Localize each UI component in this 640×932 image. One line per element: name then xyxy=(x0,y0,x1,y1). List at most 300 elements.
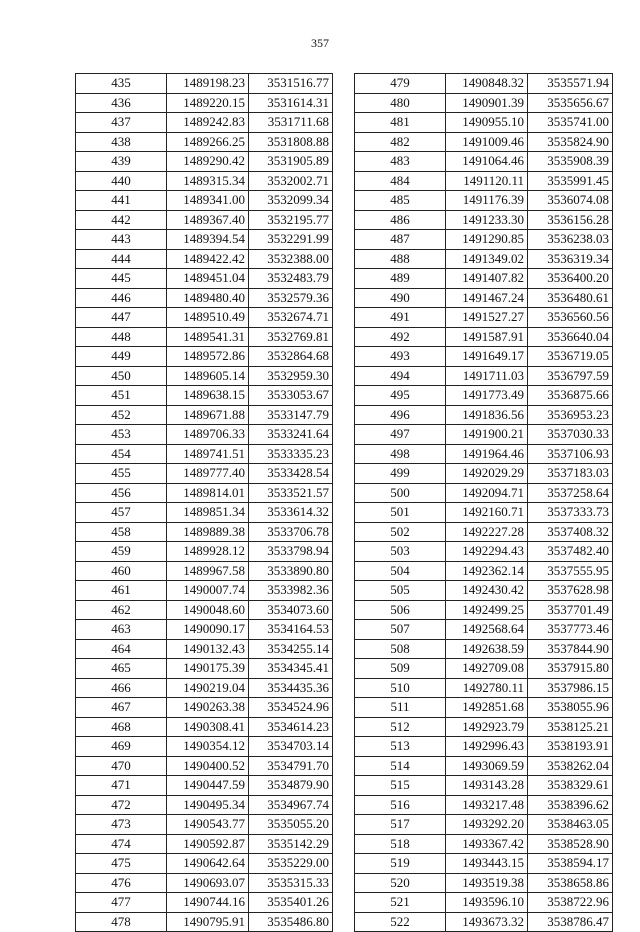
point-number-cell: 472 xyxy=(76,795,167,815)
y-coordinate-cell: 3535055.20 xyxy=(249,815,333,835)
table-row xyxy=(76,834,333,854)
point-number-cell: 509 xyxy=(355,659,446,679)
x-coordinate-cell: 1489605.14 xyxy=(167,366,249,386)
table-row xyxy=(355,93,613,113)
table-row xyxy=(76,132,333,152)
point-number-cell: 490 xyxy=(355,288,446,308)
point-number-cell: 511 xyxy=(355,698,446,718)
y-coordinate-cell: 3531516.77 xyxy=(249,74,333,94)
table-row xyxy=(355,873,613,893)
point-number-cell: 521 xyxy=(355,893,446,913)
table-row xyxy=(76,795,333,815)
table-row xyxy=(355,483,613,503)
table-row xyxy=(355,815,613,835)
point-number-cell: 496 xyxy=(355,405,446,425)
y-coordinate-cell: 3535401.26 xyxy=(249,893,333,913)
table-row xyxy=(355,74,613,94)
point-number-cell: 477 xyxy=(76,893,167,913)
y-coordinate-cell: 3532195.77 xyxy=(249,210,333,230)
y-coordinate-cell: 3534255.14 xyxy=(249,639,333,659)
y-coordinate-cell: 3532291.99 xyxy=(249,230,333,250)
x-coordinate-cell: 1492780.11 xyxy=(446,678,528,698)
y-coordinate-cell: 3536156.28 xyxy=(528,210,613,230)
x-coordinate-cell: 1490955.10 xyxy=(446,113,528,133)
table-row xyxy=(76,74,333,94)
x-coordinate-cell: 1490901.39 xyxy=(446,93,528,113)
point-number-cell: 502 xyxy=(355,522,446,542)
point-number-cell: 445 xyxy=(76,269,167,289)
point-number-cell: 494 xyxy=(355,366,446,386)
table-row xyxy=(355,386,613,406)
x-coordinate-cell: 1489510.49 xyxy=(167,308,249,328)
table-row xyxy=(76,210,333,230)
point-number-cell: 468 xyxy=(76,717,167,737)
y-coordinate-cell: 3538329.61 xyxy=(528,776,613,796)
y-coordinate-cell: 3538055.96 xyxy=(528,698,613,718)
point-number-cell: 436 xyxy=(76,93,167,113)
y-coordinate-cell: 3533982.36 xyxy=(249,581,333,601)
x-coordinate-cell: 1490132.43 xyxy=(167,639,249,659)
y-coordinate-cell: 3537915.80 xyxy=(528,659,613,679)
y-coordinate-cell: 3535486.80 xyxy=(249,912,333,932)
table-row xyxy=(355,327,613,347)
point-number-cell: 493 xyxy=(355,347,446,367)
point-number-cell: 483 xyxy=(355,152,446,172)
x-coordinate-cell: 1489851.34 xyxy=(167,503,249,523)
point-number-cell: 508 xyxy=(355,639,446,659)
table-row xyxy=(76,678,333,698)
x-coordinate-cell: 1491407.82 xyxy=(446,269,528,289)
y-coordinate-cell: 3537106.93 xyxy=(528,444,613,464)
y-coordinate-cell: 3536875.66 xyxy=(528,386,613,406)
point-number-cell: 451 xyxy=(76,386,167,406)
y-coordinate-cell: 3536640.04 xyxy=(528,327,613,347)
point-number-cell: 485 xyxy=(355,191,446,211)
y-coordinate-cell: 3532099.34 xyxy=(249,191,333,211)
table-row xyxy=(355,152,613,172)
y-coordinate-cell: 3537555.95 xyxy=(528,561,613,581)
y-coordinate-cell: 3537701.49 xyxy=(528,600,613,620)
point-number-cell: 460 xyxy=(76,561,167,581)
table-row xyxy=(355,600,613,620)
point-number-cell: 473 xyxy=(76,815,167,835)
point-number-cell: 476 xyxy=(76,873,167,893)
y-coordinate-cell: 3536719.05 xyxy=(528,347,613,367)
point-number-cell: 439 xyxy=(76,152,167,172)
point-number-cell: 438 xyxy=(76,132,167,152)
point-number-cell: 482 xyxy=(355,132,446,152)
x-coordinate-cell: 1489777.40 xyxy=(167,464,249,484)
table-row xyxy=(355,249,613,269)
x-coordinate-cell: 1491064.46 xyxy=(446,152,528,172)
y-coordinate-cell: 3533798.94 xyxy=(249,542,333,562)
point-number-cell: 510 xyxy=(355,678,446,698)
point-number-cell: 495 xyxy=(355,386,446,406)
x-coordinate-cell: 1491233.30 xyxy=(446,210,528,230)
table-row xyxy=(355,542,613,562)
y-coordinate-cell: 3531711.68 xyxy=(249,113,333,133)
table-row xyxy=(355,756,613,776)
x-coordinate-cell: 1493292.20 xyxy=(446,815,528,835)
point-number-cell: 488 xyxy=(355,249,446,269)
x-coordinate-cell: 1489889.38 xyxy=(167,522,249,542)
y-coordinate-cell: 3534791.70 xyxy=(249,756,333,776)
y-coordinate-cell: 3538786.47 xyxy=(528,912,613,932)
point-number-cell: 464 xyxy=(76,639,167,659)
x-coordinate-cell: 1489290.42 xyxy=(167,152,249,172)
table-row xyxy=(76,464,333,484)
table-row xyxy=(76,854,333,874)
table-row xyxy=(76,366,333,386)
table-row xyxy=(76,659,333,679)
point-number-cell: 453 xyxy=(76,425,167,445)
y-coordinate-cell: 3533335.23 xyxy=(249,444,333,464)
x-coordinate-cell: 1490354.12 xyxy=(167,737,249,757)
y-coordinate-cell: 3533614.32 xyxy=(249,503,333,523)
x-coordinate-cell: 1492094.71 xyxy=(446,483,528,503)
point-number-cell: 467 xyxy=(76,698,167,718)
point-number-cell: 518 xyxy=(355,834,446,854)
point-number-cell: 462 xyxy=(76,600,167,620)
table-row xyxy=(355,737,613,757)
y-coordinate-cell: 3532483.79 xyxy=(249,269,333,289)
x-coordinate-cell: 1490219.04 xyxy=(167,678,249,698)
y-coordinate-cell: 3532864.68 xyxy=(249,347,333,367)
table-row xyxy=(355,191,613,211)
table-row xyxy=(355,659,613,679)
table-row xyxy=(355,230,613,250)
table-row xyxy=(76,230,333,250)
x-coordinate-cell: 1489741.51 xyxy=(167,444,249,464)
x-coordinate-cell: 1489315.34 xyxy=(167,171,249,191)
x-coordinate-cell: 1490495.34 xyxy=(167,795,249,815)
y-coordinate-cell: 3533428.54 xyxy=(249,464,333,484)
point-number-cell: 441 xyxy=(76,191,167,211)
table-row xyxy=(76,893,333,913)
y-coordinate-cell: 3537030.33 xyxy=(528,425,613,445)
y-coordinate-cell: 3531905.89 xyxy=(249,152,333,172)
table-row xyxy=(76,93,333,113)
x-coordinate-cell: 1489220.15 xyxy=(167,93,249,113)
y-coordinate-cell: 3537773.46 xyxy=(528,620,613,640)
point-number-cell: 507 xyxy=(355,620,446,640)
x-coordinate-cell: 1493069.59 xyxy=(446,756,528,776)
table-row xyxy=(355,210,613,230)
x-coordinate-cell: 1490642.64 xyxy=(167,854,249,874)
point-number-cell: 452 xyxy=(76,405,167,425)
x-coordinate-cell: 1492294.43 xyxy=(446,542,528,562)
x-coordinate-cell: 1491120.11 xyxy=(446,171,528,191)
y-coordinate-cell: 3538528.90 xyxy=(528,834,613,854)
table-row xyxy=(76,503,333,523)
point-number-cell: 499 xyxy=(355,464,446,484)
y-coordinate-cell: 3535824.90 xyxy=(528,132,613,152)
x-coordinate-cell: 1490175.39 xyxy=(167,659,249,679)
y-coordinate-cell: 3533053.67 xyxy=(249,386,333,406)
point-number-cell: 454 xyxy=(76,444,167,464)
point-number-cell: 444 xyxy=(76,249,167,269)
x-coordinate-cell: 1491009.46 xyxy=(446,132,528,152)
x-coordinate-cell: 1490447.59 xyxy=(167,776,249,796)
point-number-cell: 506 xyxy=(355,600,446,620)
x-coordinate-cell: 1489928.12 xyxy=(167,542,249,562)
x-coordinate-cell: 1491467.24 xyxy=(446,288,528,308)
y-coordinate-cell: 3534435.36 xyxy=(249,678,333,698)
table-row xyxy=(76,288,333,308)
table-row xyxy=(355,347,613,367)
y-coordinate-cell: 3535571.94 xyxy=(528,74,613,94)
y-coordinate-cell: 3534164.53 xyxy=(249,620,333,640)
y-coordinate-cell: 3537628.98 xyxy=(528,581,613,601)
point-number-cell: 522 xyxy=(355,912,446,932)
point-number-cell: 459 xyxy=(76,542,167,562)
y-coordinate-cell: 3536560.56 xyxy=(528,308,613,328)
table-row xyxy=(76,600,333,620)
table-row xyxy=(76,191,333,211)
point-number-cell: 465 xyxy=(76,659,167,679)
table-body xyxy=(76,74,333,932)
y-coordinate-cell: 3537333.73 xyxy=(528,503,613,523)
x-coordinate-cell: 1493443.15 xyxy=(446,854,528,874)
point-number-cell: 487 xyxy=(355,230,446,250)
x-coordinate-cell: 1489541.31 xyxy=(167,327,249,347)
x-coordinate-cell: 1492638.59 xyxy=(446,639,528,659)
y-coordinate-cell: 3534345.41 xyxy=(249,659,333,679)
table-body xyxy=(355,74,613,932)
point-number-cell: 466 xyxy=(76,678,167,698)
x-coordinate-cell: 1490543.77 xyxy=(167,815,249,835)
y-coordinate-cell: 3532959.30 xyxy=(249,366,333,386)
x-coordinate-cell: 1490400.52 xyxy=(167,756,249,776)
x-coordinate-cell: 1489706.33 xyxy=(167,425,249,445)
x-coordinate-cell: 1491964.46 xyxy=(446,444,528,464)
y-coordinate-cell: 3536400.20 xyxy=(528,269,613,289)
table-row xyxy=(76,425,333,445)
point-number-cell: 455 xyxy=(76,464,167,484)
x-coordinate-cell: 1492160.71 xyxy=(446,503,528,523)
x-coordinate-cell: 1490592.87 xyxy=(167,834,249,854)
point-number-cell: 470 xyxy=(76,756,167,776)
point-number-cell: 513 xyxy=(355,737,446,757)
x-coordinate-cell: 1491649.17 xyxy=(446,347,528,367)
y-coordinate-cell: 3538262.04 xyxy=(528,756,613,776)
point-number-cell: 500 xyxy=(355,483,446,503)
point-number-cell: 514 xyxy=(355,756,446,776)
point-number-cell: 491 xyxy=(355,308,446,328)
y-coordinate-cell: 3536953.23 xyxy=(528,405,613,425)
table-row xyxy=(76,483,333,503)
y-coordinate-cell: 3532674.71 xyxy=(249,308,333,328)
x-coordinate-cell: 1492568.64 xyxy=(446,620,528,640)
table-row xyxy=(76,522,333,542)
table-row xyxy=(355,308,613,328)
table-row xyxy=(355,405,613,425)
y-coordinate-cell: 3532769.81 xyxy=(249,327,333,347)
point-number-cell: 469 xyxy=(76,737,167,757)
y-coordinate-cell: 3536797.59 xyxy=(528,366,613,386)
y-coordinate-cell: 3536480.61 xyxy=(528,288,613,308)
x-coordinate-cell: 1489451.04 xyxy=(167,269,249,289)
x-coordinate-cell: 1492430.42 xyxy=(446,581,528,601)
y-coordinate-cell: 3535315.33 xyxy=(249,873,333,893)
table-row xyxy=(76,249,333,269)
table-row xyxy=(76,444,333,464)
x-coordinate-cell: 1490795.91 xyxy=(167,912,249,932)
x-coordinate-cell: 1491836.56 xyxy=(446,405,528,425)
point-number-cell: 471 xyxy=(76,776,167,796)
page-number: 357 xyxy=(311,36,329,50)
table-row xyxy=(76,639,333,659)
x-coordinate-cell: 1492362.14 xyxy=(446,561,528,581)
point-number-cell: 486 xyxy=(355,210,446,230)
x-coordinate-cell: 1489967.58 xyxy=(167,561,249,581)
y-coordinate-cell: 3534703.14 xyxy=(249,737,333,757)
table-row xyxy=(355,698,613,718)
point-number-cell: 437 xyxy=(76,113,167,133)
y-coordinate-cell: 3537844.90 xyxy=(528,639,613,659)
y-coordinate-cell: 3538463.05 xyxy=(528,815,613,835)
point-number-cell: 443 xyxy=(76,230,167,250)
x-coordinate-cell: 1492851.68 xyxy=(446,698,528,718)
x-coordinate-cell: 1493367.42 xyxy=(446,834,528,854)
x-coordinate-cell: 1491773.49 xyxy=(446,386,528,406)
x-coordinate-cell: 1489814.01 xyxy=(167,483,249,503)
y-coordinate-cell: 3535908.39 xyxy=(528,152,613,172)
table-row xyxy=(355,834,613,854)
table-row xyxy=(355,464,613,484)
point-number-cell: 447 xyxy=(76,308,167,328)
y-coordinate-cell: 3533706.78 xyxy=(249,522,333,542)
table-row xyxy=(355,561,613,581)
point-number-cell: 489 xyxy=(355,269,446,289)
point-number-cell: 457 xyxy=(76,503,167,523)
y-coordinate-cell: 3533241.64 xyxy=(249,425,333,445)
table-row xyxy=(76,737,333,757)
x-coordinate-cell: 1493519.38 xyxy=(446,873,528,893)
x-coordinate-cell: 1493596.10 xyxy=(446,893,528,913)
x-coordinate-cell: 1490308.41 xyxy=(167,717,249,737)
table-row xyxy=(76,698,333,718)
point-number-cell: 448 xyxy=(76,327,167,347)
point-number-cell: 478 xyxy=(76,912,167,932)
table-row xyxy=(76,171,333,191)
table-row xyxy=(355,444,613,464)
table-row xyxy=(76,347,333,367)
x-coordinate-cell: 1492499.25 xyxy=(446,600,528,620)
y-coordinate-cell: 3533147.79 xyxy=(249,405,333,425)
x-coordinate-cell: 1489341.00 xyxy=(167,191,249,211)
point-number-cell: 492 xyxy=(355,327,446,347)
table-row xyxy=(355,425,613,445)
table-row xyxy=(355,795,613,815)
point-number-cell: 435 xyxy=(76,74,167,94)
point-number-cell: 481 xyxy=(355,113,446,133)
table-row xyxy=(76,756,333,776)
table-row xyxy=(76,386,333,406)
table-row xyxy=(76,405,333,425)
point-number-cell: 463 xyxy=(76,620,167,640)
y-coordinate-cell: 3534524.96 xyxy=(249,698,333,718)
table-row xyxy=(76,815,333,835)
x-coordinate-cell: 1489242.83 xyxy=(167,113,249,133)
x-coordinate-cell: 1489422.42 xyxy=(167,249,249,269)
point-number-cell: 505 xyxy=(355,581,446,601)
point-number-cell: 515 xyxy=(355,776,446,796)
point-number-cell: 497 xyxy=(355,425,446,445)
x-coordinate-cell: 1492923.79 xyxy=(446,717,528,737)
x-coordinate-cell: 1490744.16 xyxy=(167,893,249,913)
point-number-cell: 484 xyxy=(355,171,446,191)
x-coordinate-cell: 1491290.85 xyxy=(446,230,528,250)
table-row xyxy=(76,542,333,562)
y-coordinate-cell: 3533521.57 xyxy=(249,483,333,503)
y-coordinate-cell: 3531808.88 xyxy=(249,132,333,152)
table-row xyxy=(355,288,613,308)
x-coordinate-cell: 1490263.38 xyxy=(167,698,249,718)
y-coordinate-cell: 3536319.34 xyxy=(528,249,613,269)
x-coordinate-cell: 1489671.88 xyxy=(167,405,249,425)
point-number-cell: 480 xyxy=(355,93,446,113)
table-row xyxy=(76,152,333,172)
table-row xyxy=(355,171,613,191)
x-coordinate-cell: 1492227.28 xyxy=(446,522,528,542)
x-coordinate-cell: 1490048.60 xyxy=(167,600,249,620)
y-coordinate-cell: 3531614.31 xyxy=(249,93,333,113)
table-row xyxy=(355,113,613,133)
table-row xyxy=(76,327,333,347)
point-number-cell: 456 xyxy=(76,483,167,503)
y-coordinate-cell: 3537482.40 xyxy=(528,542,613,562)
table-row xyxy=(76,113,333,133)
x-coordinate-cell: 1489638.15 xyxy=(167,386,249,406)
point-number-cell: 501 xyxy=(355,503,446,523)
point-number-cell: 504 xyxy=(355,561,446,581)
point-number-cell: 512 xyxy=(355,717,446,737)
y-coordinate-cell: 3532002.71 xyxy=(249,171,333,191)
point-number-cell: 449 xyxy=(76,347,167,367)
x-coordinate-cell: 1492709.08 xyxy=(446,659,528,679)
x-coordinate-cell: 1493143.28 xyxy=(446,776,528,796)
table-row xyxy=(355,678,613,698)
y-coordinate-cell: 3538396.62 xyxy=(528,795,613,815)
x-coordinate-cell: 1491587.91 xyxy=(446,327,528,347)
y-coordinate-cell: 3535142.29 xyxy=(249,834,333,854)
x-coordinate-cell: 1491711.03 xyxy=(446,366,528,386)
x-coordinate-cell: 1491176.39 xyxy=(446,191,528,211)
y-coordinate-cell: 3534879.90 xyxy=(249,776,333,796)
point-number-cell: 461 xyxy=(76,581,167,601)
x-coordinate-cell: 1492029.29 xyxy=(446,464,528,484)
y-coordinate-cell: 3532388.00 xyxy=(249,249,333,269)
y-coordinate-cell: 3536238.03 xyxy=(528,230,613,250)
table-row xyxy=(76,776,333,796)
y-coordinate-cell: 3535229.00 xyxy=(249,854,333,874)
x-coordinate-cell: 1489198.23 xyxy=(167,74,249,94)
coordinate-table-right xyxy=(354,73,613,932)
y-coordinate-cell: 3538125.21 xyxy=(528,717,613,737)
x-coordinate-cell: 1490693.07 xyxy=(167,873,249,893)
y-coordinate-cell: 3532579.36 xyxy=(249,288,333,308)
x-coordinate-cell: 1493673.32 xyxy=(446,912,528,932)
table-row xyxy=(76,717,333,737)
point-number-cell: 450 xyxy=(76,366,167,386)
x-coordinate-cell: 1489572.86 xyxy=(167,347,249,367)
table-row xyxy=(355,522,613,542)
table-row xyxy=(76,561,333,581)
x-coordinate-cell: 1491527.27 xyxy=(446,308,528,328)
y-coordinate-cell: 3533890.80 xyxy=(249,561,333,581)
x-coordinate-cell: 1490007.74 xyxy=(167,581,249,601)
